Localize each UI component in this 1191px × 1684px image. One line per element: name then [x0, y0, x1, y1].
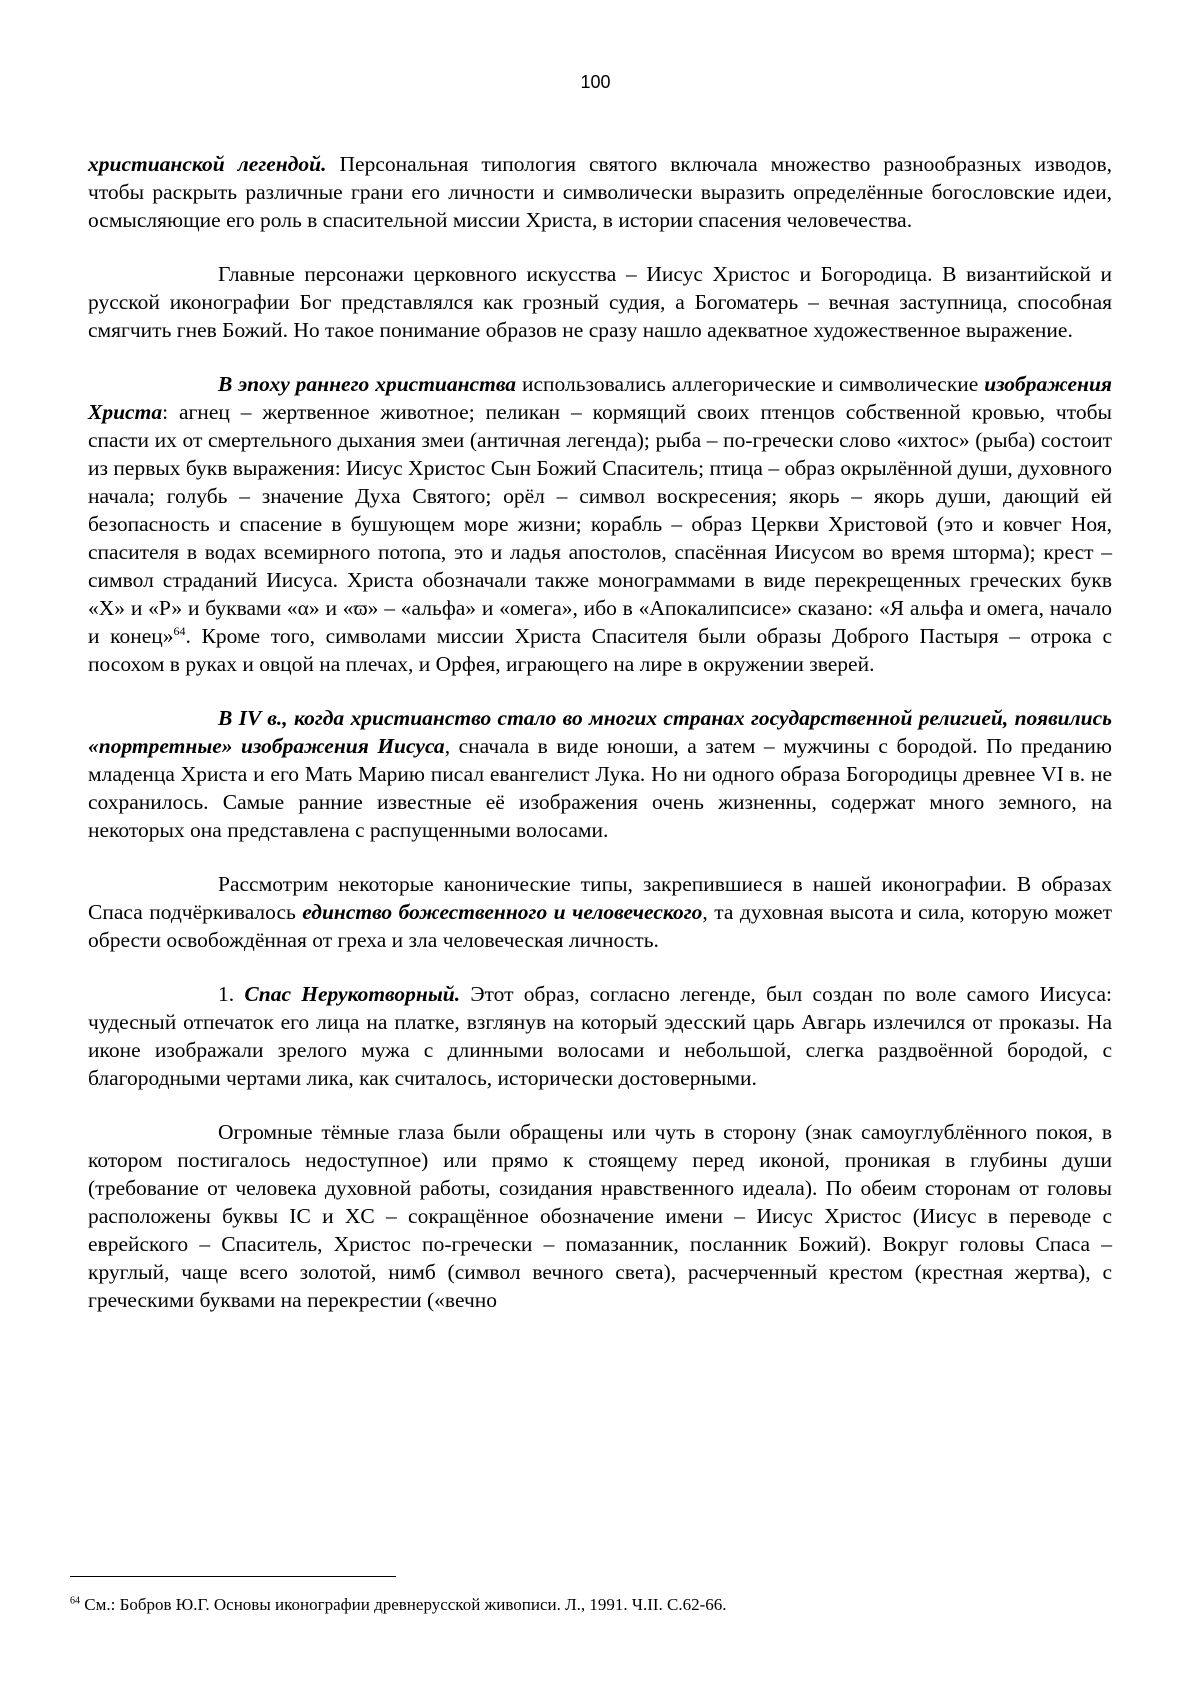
paragraph	[88, 150, 1112, 234]
paragraph	[88, 704, 1112, 844]
footnote-reference: 64	[173, 623, 186, 638]
paragraph	[88, 870, 1112, 954]
paragraph	[88, 370, 1112, 678]
paragraph	[88, 1118, 1112, 1314]
paragraph	[88, 980, 1112, 1092]
footnote-separator	[70, 1576, 396, 1577]
document-body	[88, 150, 1112, 1340]
paragraph	[88, 260, 1112, 344]
emphasis-text: В IV в., когда христианство стало во многих странах государственной религией, появились «портретные» изображения Иисуса	[88, 706, 1112, 758]
text-run: Персональная типология святого включала множество разнообразных изводов, чтобы раскрыть различные грани его личности и символически выразить определённые богословские идеи, осмысляющие его роль в спасительной миссии Христа, в истории спасения человечества.	[88, 152, 1112, 232]
emphasis-text: единство божественного и человеческого	[302, 900, 703, 924]
text-run: . Кроме того, символами миссии Христа Спасителя были образы Доброго Пастыря – отрока с посохом в руках и овцой на плечах, и Орфея, играющего на лире в окружении зверей.	[88, 624, 1112, 676]
text-run: , та духовная высота и сила, которую может обрести освобождённая от греха и зла человеческая личность.	[88, 900, 1112, 952]
text-run: Рассмотрим некоторые канонические типы, закрепившиеся в нашей иконографии. В образах Спаса подчёркивалось	[88, 872, 1112, 924]
text-run: : агнец – жертвенное животное; пеликан – кормящий своих птенцов собственной кровью, чтобы спасти их от смертельного дыхания змеи (античная легенда); рыба – по-гречески слово «ихтос» (рыба) состоит из первых букв выражения: Иисус Христос Сын Божий Спаситель; птица – образ окрылённой души, духовного начала; голубь – значение Духа Святого; орёл – символ воскресения; якорь – якорь души, дающий ей безопасность и спасение в бушующем море жизни; корабль – образ Церкви Христовой (это и ковчег Ноя, спасителя в водах всемирного потопа, это и ладья апостолов, спасённая Иисусом во время шторма); крест – символ страданий Иисуса. Христа обозначали также монограммами в виде перекрещенных греческих букв «Х» и «Р» и буквами «α» и «ϖ» – «альфа» и «омега», ибо в «Апокалипсисе» сказано: «Я альфа и омега, начало и конец»	[88, 400, 1112, 648]
emphasis-text: Спас Нерукотворный.	[244, 982, 461, 1006]
text-run: 1.	[218, 982, 245, 1006]
text-run: , сначала в виде юноши, а затем – мужчины с бородой. По преданию младенца Христа и его Мать Марию писал евангелист Лука. Но ни одного образа Богородицы древнее VI в. не сохранилось. Самые ранние известные её изображения очень жизненны, содержат много земного, на некоторых она представлена с распущенными волосами.	[88, 734, 1112, 842]
page-number: 100	[580, 72, 611, 92]
footnote	[70, 1595, 1110, 1615]
footnote-text: См.: Бобров Ю.Г. Основы иконографии древнерусской живописи. Л., 1991. Ч.II. С.62-66.	[80, 1595, 727, 1614]
emphasis-text: В эпоху раннего христианства	[218, 372, 517, 396]
text-run: Главные персонажи церковного искусства – Иисус Христос и Богородица. В византийской и русской иконографии Бог представлялся как грозный судия, а Богоматерь – вечная заступница, способная смягчить гнев Божий. Но такое понимание образов не сразу нашло адекватное художественное выражение.	[88, 262, 1112, 342]
footnote-marker: 64	[70, 1595, 80, 1607]
text-run: использовались аллегорические и символические	[516, 372, 985, 396]
text-run: Огромные тёмные глаза были обращены или чуть в сторону (знак самоуглублённого покоя, в котором постигалось недоступное) или прямо к стоящему перед иконой, проникая в глубины души (требование от человека духовной работы, созидания нравственного идеала). По обеим сторонам от головы расположены буквы IC и XC – сокращённое обозначение имени – Иисус Христос (Иисус в переводе с еврейского – Спаситель, Христос по-гречески – помазанник, посланник Божий). Вокруг головы Спаса – круглый, чаще всего золотой, нимб (символ вечного света), расчерченный крестом (крестная жертва), с греческими буквами на перекрестии («вечно	[88, 1120, 1112, 1312]
emphasis-text: христианской легендой.	[88, 152, 327, 176]
text-run: Этот образ, согласно легенде, был создан по воле самого Иисуса: чудесный отпечаток его лица на платке, взглянув на который эдесский царь Авгарь излечился от проказы. На иконе изображали зрелого мужа с длинными волосами и небольшой, слегка раздвоённой бородой, с благородными чертами лика, как считалось, исторически достоверными.	[88, 982, 1113, 1090]
emphasis-text: изображения Христа	[88, 372, 1112, 424]
